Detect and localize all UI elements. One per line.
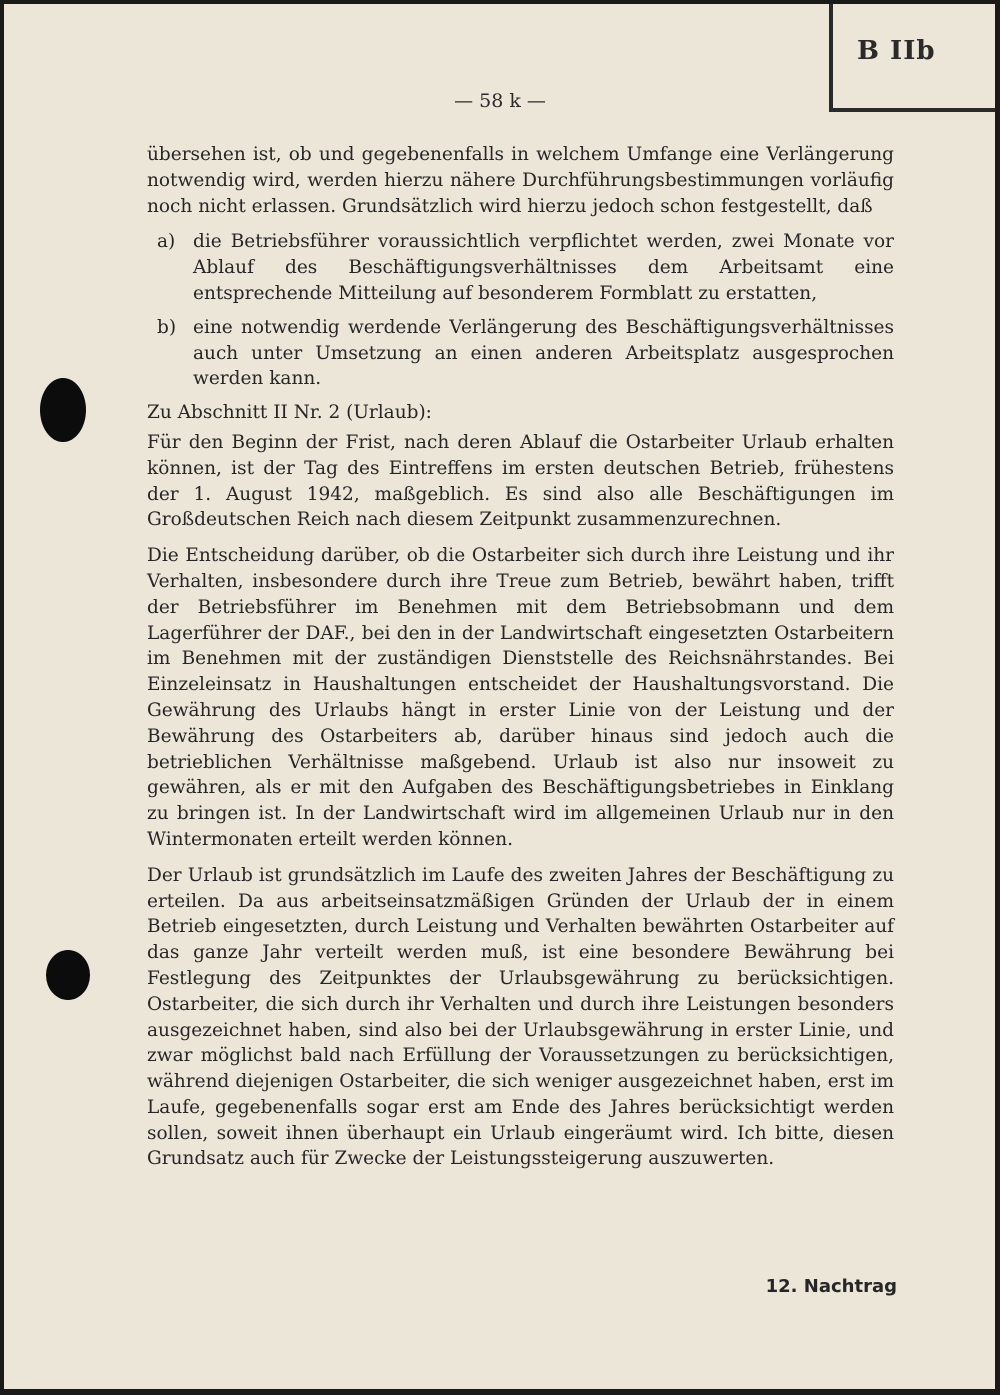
intro-paragraph: übersehen ist, ob und gegebenenfalls in welchem Umfange eine Verlängerung notwendig wird, werden hierzu nähere Durchführungsbestimmungen vorläufig noch nicht erlassen. Grundsätzlich wird hierzu jedoch schon festgestellt, daß [147,144,894,217]
list-text-b: eine notwendig werdende Verlängerung des Beschäftigungsverhältnisses auch unter Umsetzung an einen anderen Arbeitsplatz ausgesprochen werden kann. [193,316,894,390]
page-number: — 58 k — [454,90,546,112]
document-body [147,142,894,1182]
paragraph-3: Der Urlaub ist grundsätzlich im Laufe des zweiten Jahres der Beschäftigung zu erteilen. Da aus arbeitseinsatzmäßigen Gründen der Urlaub der in einem Betrieb eingesetzten, durch Leistung und Verhalten bewährten Ostarbeiter auf das ganze Jahr verteilt werden muß, ist eine besondere Bewährung bei Festlegung des Zeitpunktes der Urlaubsgewährung zu berücksichtigen. Ostarbeiter, die sich durch ihr Verhalten und durch ihre Leistungen besonders ausgezeichnet haben, sind also bei der Urlaubsgewährung in erster Linie, und zwar möglichst bald nach Erfüllung der Voraussetzungen zu berücksichtigen, während diejenigen Ostarbeiter, die sich weniger ausgezeichnet haben, erst im Laufe, gegebenenfalls sogar erst am Ende des Jahres berücksichtigt werden sollen, soweit ihnen überhaupt ein Urlaub eingeräumt wird. Ich bitte, diesen Grundsatz auch für Zwecke der Leistungssteigerung auszuwerten. [147,864,894,1170]
list-marker-a: a) [157,231,176,253]
punch-hole-top [40,378,86,442]
list-marker-b: b) [157,316,177,338]
section-label: B IIb [857,36,936,66]
section-heading: Zu Abschnitt II Nr. 2 (Urlaub): [147,402,432,424]
list-item-a [157,229,894,306]
paragraph-1: Für den Beginn der Frist, nach deren Ablauf die Ostarbeiter Urlaub erhalten können, ist der Tag des Eintreffens im ersten deutschen Betrieb, frühestens der 1. August 1942, maßgeblich. Es sind also alle Beschäftigungen im Großdeutschen Reich nach diesem Zeitpunkt zusammenzurechnen. [147,431,894,531]
punch-hole-bottom [46,950,90,1000]
list-item-b [157,315,894,392]
paragraph-2: Die Entscheidung darüber, ob die Ostarbeiter sich durch ihre Leistung und ihr Verhalten, insbesondere durch ihre Treue zum Betrieb, bewährt haben, trifft der Betriebsführer im Benehmen mit dem Betriebsobmann und dem Lagerführer der DAF., bei den in der Landwirtschaft eingesetzten Ostarbeitern im Benehmen mit der zuständigen Dienststelle des Reichsnährstandes. Bei Einzeleinsatz in Haushaltungen entscheidet der Haushaltungsvorstand. Die Gewährung des Urlaubs hängt in erster Linie von der Leistung und der Bewährung des Ostarbeiters ab, darüber hinaus sind jedoch auch die betrieblichen Verhältnisse maßgebend. Urlaub ist also nur insoweit zu gewähren, als er mit den Aufgaben des Beschäftigungsbetriebes in Einklang zu bringen ist. In der Landwirtschaft wird im allgemeinen Urlaub nur in den Wintermonaten erteilt werden können. [147,545,894,850]
supplement-label: 12. Nachtrag [765,1276,897,1297]
list-text-a: die Betriebsführer voraussichtlich verpflichtet werden, zwei Monate vor Ablauf des Beschäftigungsverhältnisses dem Arbeitsamt eine entsprechende Mitteilung auf besonderem Formblatt zu erstatten, [193,231,894,304]
